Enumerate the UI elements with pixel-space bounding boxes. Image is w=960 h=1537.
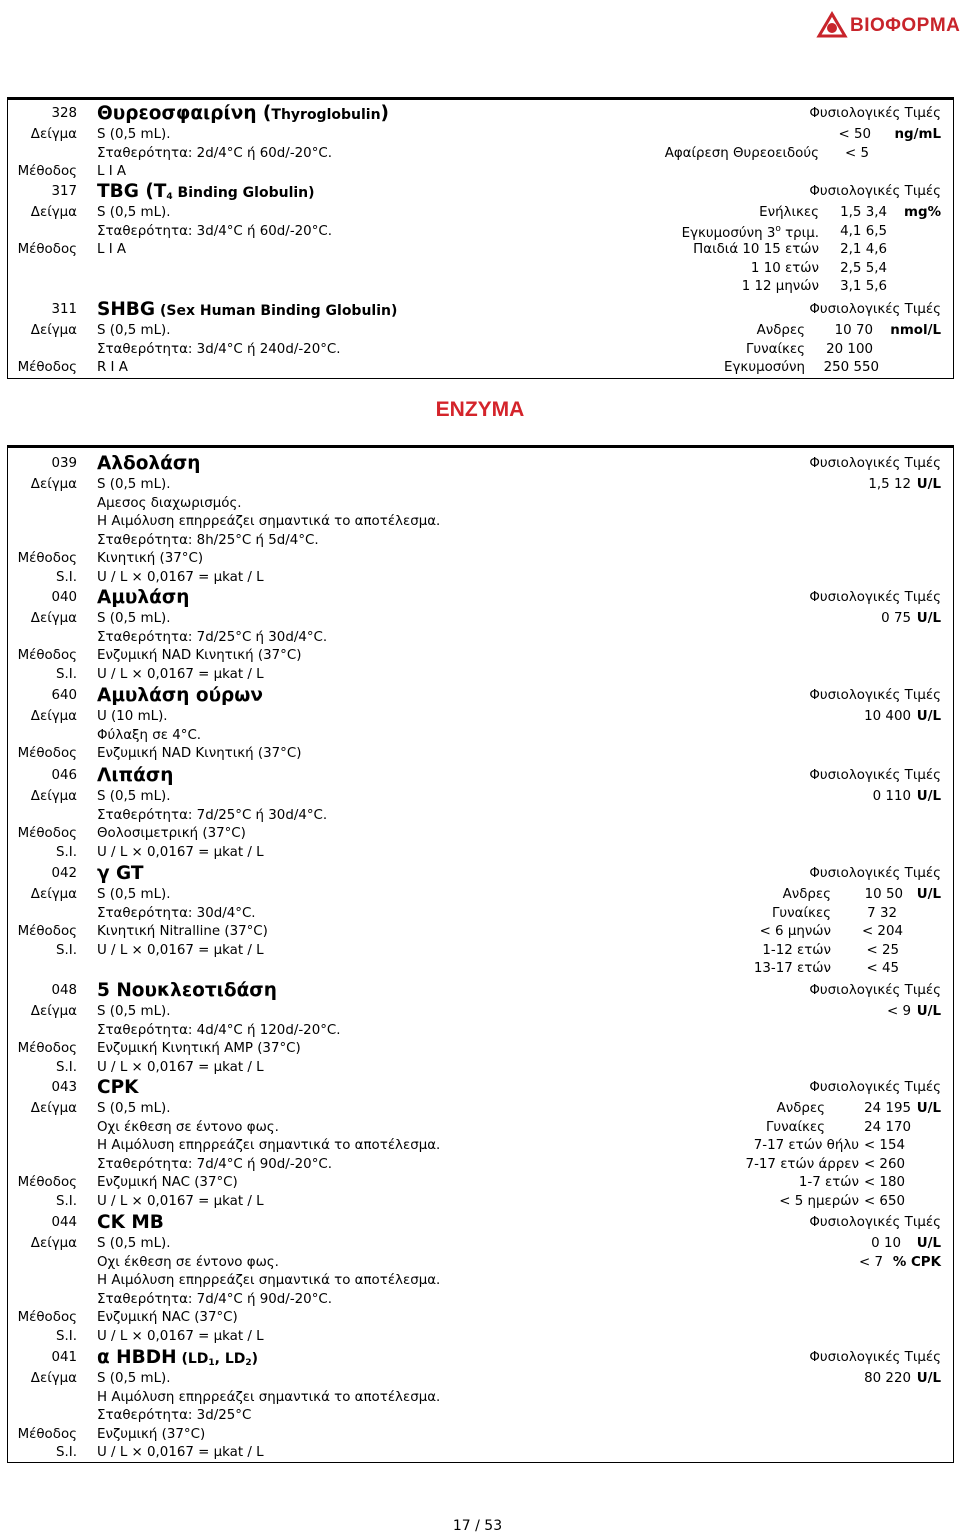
stability: Σταθερότητα: 2d/4°C ή 60d/-20°C. [97,145,332,161]
method-row [8,1175,953,1194]
note: Οχι έκθεση σε έντονο φως. [97,1254,279,1270]
ref-unit: U/L [916,1236,941,1251]
method-row [8,1427,953,1446]
ref-value: 24 195 [864,1101,911,1116]
sample-label: Δείγμα [30,1004,77,1019]
test-header-row [8,1212,953,1234]
test-code: 041 [51,1350,77,1365]
method-label: Μέθοδος [17,1426,77,1442]
stability: Σταθερότητα: 3d/4°C ή 60d/-20°C. [97,223,332,239]
test-header-row [8,765,953,787]
method-label: Μέθοδος [17,1041,77,1056]
ref-category: Γυναίκες [771,905,831,921]
si-value: U / L × 0,0167 = μkat / L [97,844,264,860]
physio-values-label: Φυσιολογικές Τιμές [809,302,941,317]
test-name: α HBDH ($LD_1$, $LD_2$) [97,1347,259,1368]
test-header-row [8,103,953,125]
si-value: U / L × 0,0167 = μkat / L [97,1059,264,1075]
stability-row [8,906,953,925]
page-number: 17 / 53 [452,1518,503,1534]
sample-value: S (0,5 mL). [97,127,171,142]
method-value: L I A [97,164,127,179]
sample-value: S (0,5 mL). [97,611,171,626]
ref-category: 13-17 ετών [753,961,831,976]
stability-row [8,630,953,649]
stability: Σταθερότητα: 7d/25°C ή 30d/4°C. [97,807,328,823]
sample-row [8,1101,953,1120]
ref-value: 0 75 [881,611,911,626]
company-logo [815,10,960,44]
ref-unit: U/L [916,1004,941,1019]
si-label: S.I. [56,1193,77,1209]
sample-value: S (0,5 mL). [97,887,171,902]
si-label: S.I. [56,942,77,958]
method-value: Ενζυμική NAC (37°C) [97,1175,238,1190]
method-value: Θολοσιμετρική (37°C) [97,826,246,841]
test-name: 5 Νουκλεοτιδάση [97,980,277,1001]
method-row [8,164,953,183]
test-code: 311 [51,302,77,317]
ref-category: 1-12 ετών [762,942,831,958]
note: Φύλαξη σε 4°C. [97,727,202,743]
test-header-row [8,1077,953,1099]
note: Η Αιμόλυση επηρρεάζει σημαντικά το αποτέλεσμα. [97,1273,441,1288]
method-row [8,648,953,667]
ref-category: Αφαίρεση Θυρεοειδούς [664,145,819,161]
test-header-row [8,863,953,885]
test-name: Θυρεοσφαιρίνη (Thyroglobulin) [97,103,390,124]
sample-label: Δείγμα [30,1101,77,1116]
ref-value: 3,1 5,6 [840,279,887,294]
si-label: S.I. [56,1059,77,1075]
si-row [8,1329,953,1348]
method-row [8,1041,953,1060]
si-value: U / L × 0,0167 = μkat / L [97,1328,264,1344]
sample-label: Δείγμα [30,127,77,142]
si-value: U / L × 0,0167 = μkat / L [97,569,264,585]
ref-value: 80 220 [864,1371,911,1386]
test-header-row [8,181,953,203]
ref-category: Ανδρες [782,887,831,902]
ref-unit: mg% [904,205,941,220]
method-label: Μέθοδος [17,1310,77,1325]
method-value: Κινητική (37°C) [97,551,204,566]
test-name: Αμυλάση [97,587,190,608]
si-value: U / L × 0,0167 = μkat / L [97,1193,264,1209]
test-code: 044 [51,1215,77,1230]
ref-category: 7-17 ετών άρρεν [745,1156,859,1172]
si-row [8,1060,953,1079]
stability: Σταθερότητα: 3d/25°C [97,1408,252,1423]
method-row [8,826,953,845]
method-value: Ενζυμική NAD Κινητική (37°C) [97,648,302,663]
test-header-row [8,587,953,609]
si-row [8,667,953,686]
stability-row [8,224,953,243]
sample-value: S (0,5 mL). [97,1371,171,1386]
method-label: Μέθοδος [17,746,77,761]
note-row [8,514,953,533]
ref-value: 1,5 12 [868,477,911,492]
sample-row [8,1004,953,1023]
stability: Σταθερότητα: 7d/4°C ή 90d/-20°C. [97,1156,332,1172]
ref-category: < 6 μηνών [759,924,831,939]
method-value: Κινητική Nitralline (37°C) [97,924,268,939]
method-label: Μέθοδος [17,242,77,257]
ref-value: < 154 [863,1138,905,1153]
ref-value: < 25 [866,942,899,958]
si-value: U / L × 0,0167 = μkat / L [97,666,264,682]
stability-row [8,533,953,552]
sample-label: Δείγμα [30,887,77,902]
si-label: S.I. [56,666,77,682]
method-value: R I A [97,360,128,375]
ref-value: < 260 [863,1156,905,1172]
ref-category: 7-17 ετών θήλυ [753,1138,859,1153]
stability-row [8,1023,953,1042]
test-name: Αμυλάση ούρων [97,685,263,706]
sample-label: Δείγμα [30,205,77,220]
test-name: Λιπάση [97,765,174,786]
test-name: γ GT [97,863,144,884]
physio-values-label: Φυσιολογικές Τιμές [809,456,941,471]
ref-value: 2,5 5,4 [840,260,887,276]
si-row [8,570,953,589]
ref-row [8,261,953,280]
method-label: Μέθοδος [17,1175,77,1190]
sample-value: S (0,5 mL). [97,1101,171,1116]
stability-row [8,808,953,827]
ref-unit: U/L [916,887,941,902]
stability-row [8,146,953,165]
ref-unit: ng/mL [894,127,941,142]
note-row [8,1255,953,1274]
note-row [8,1390,953,1409]
sample-label: Δείγμα [30,477,77,492]
stability-row [8,342,953,361]
physio-values-label: Φυσιολογικές Τιμές [809,1350,941,1365]
ref-value: < 650 [863,1193,905,1209]
stability: Σταθερότητα: 30d/4°C. [97,905,256,921]
method-row [8,746,953,765]
ref-value: 10 400 [864,709,911,724]
test-code: 317 [51,184,77,199]
note: Η Αιμόλυση επηρρεάζει σημαντικά το αποτέλεσμα. [97,1389,441,1405]
hormones-table [7,97,954,379]
test-code: 042 [51,866,77,881]
method-label: Μέθοδος [17,826,77,841]
ref-unit: U/L [916,789,941,804]
sample-value: S (0,5 mL). [97,205,171,220]
physio-values-label: Φυσιολογικές Τιμές [809,866,941,881]
ref-value: < 5 [845,145,869,161]
ref-value: 10 50 [864,887,903,902]
ref-value: 20 100 [826,341,873,357]
sample-row [8,789,953,808]
ref-value: 7 32 [867,905,897,921]
test-code: 039 [51,456,77,471]
sample-row [8,1236,953,1255]
ref-category: Εγκυμοσύνη [724,360,805,375]
si-row [8,943,953,962]
note: Η Αιμόλυση επηρρεάζει σημαντικά το αποτέλεσμα. [97,514,441,529]
method-row [8,551,953,570]
sample-value: S (0,5 mL). [97,323,171,338]
sample-value: S (0,5 mL). [97,1004,171,1019]
si-value: U / L × 0,0167 = μkat / L [97,1445,264,1460]
stability-row [8,1292,953,1311]
ref-unit: U/L [916,709,941,724]
method-label: Μέθοδος [17,648,77,663]
note-row [8,1138,953,1157]
ref-unit: U/L [916,1101,941,1116]
method-label: Μέθοδος [17,924,77,939]
si-label: S.I. [56,1328,77,1344]
test-code: 640 [51,688,77,703]
ref-category: Γυναίκες [765,1119,825,1135]
test-name: CK MB [97,1212,164,1233]
ref-value: < 50 [838,127,871,142]
note-row [8,728,953,747]
logo-text: ΒΙΟΦΟΡΜΑ [850,15,960,36]
si-label: S.I. [56,569,77,585]
sample-row [8,205,953,224]
ref-value: < 180 [863,1175,905,1190]
sample-label: Δείγμα [30,1236,77,1251]
ref-value: < 7 [859,1254,883,1270]
si-value: U / L × 0,0167 = μkat / L [97,942,264,958]
sample-row [8,127,953,146]
ref-category: Ανδρες [776,1101,825,1116]
ref-category: Γυναίκες [745,341,805,357]
note: Αμεσος διαχωρισμός. [97,495,242,511]
method-label: Μέθοδος [17,551,77,566]
test-code: 040 [51,590,77,605]
physio-values-label: Φυσιολογικές Τιμές [809,688,941,703]
sample-value: S (0,5 mL). [97,789,171,804]
method-row [8,242,953,261]
ref-value: 2,1 4,6 [840,242,887,257]
test-code: 043 [51,1080,77,1095]
ref-row [8,279,953,298]
ref-category: 1 12 μηνών [741,279,819,294]
ref-category: 1-7 ετών [798,1175,859,1190]
method-label: Μέθοδος [17,360,77,375]
si-row [8,1445,953,1464]
sample-row [8,477,953,496]
ref-value: 24 170 [864,1119,911,1135]
ref-category: Ενήλικες [759,205,819,220]
test-name: SHBG (Sex Human Binding Globulin) [97,299,398,320]
test-header-row [8,299,953,321]
physio-values-label: Φυσιολογικές Τιμές [809,1215,941,1230]
method-value: Ενζυμική NAC (37°C) [97,1310,238,1325]
sample-value: S (0,5 mL). [97,477,171,492]
sample-row [8,323,953,342]
note-row [8,496,953,515]
logo-mark-icon [815,10,849,44]
note: Η Αιμόλυση επηρρεάζει σημαντικά το αποτέλεσμα. [97,1138,441,1153]
test-name: Αλδολάση [97,453,201,474]
ref-unit: % CPK [892,1254,941,1270]
physio-values-label: Φυσιολογικές Τιμές [809,1080,941,1095]
ref-value: 10 70 [834,323,873,338]
physio-values-label: Φυσιολογικές Τιμές [809,106,941,121]
note: Οχι έκθεση σε έντονο φως. [97,1119,279,1135]
ref-value: 4,1 6,5 [840,223,887,239]
method-value: Ενζυμική Κινητική AMP (37°C) [97,1041,301,1056]
ref-category: 1 10 ετών [750,260,819,276]
stability: Σταθερότητα: 8h/25°C ή 5d/4°C. [97,532,319,548]
ref-value: 250 550 [823,360,879,375]
si-row [8,845,953,864]
sample-row [8,709,953,728]
sample-label: Δείγμα [30,323,77,338]
si-row [8,1194,953,1213]
ref-value: < 9 [887,1004,911,1019]
stability: Σταθερότητα: 7d/25°C ή 30d/4°C. [97,629,328,645]
test-header-row [8,453,953,475]
stability: Σταθερότητα: 3d/4°C ή 240d/-20°C. [97,341,341,357]
note-row [8,1273,953,1292]
physio-values-label: Φυσιολογικές Τιμές [809,983,941,998]
test-code: 048 [51,983,77,998]
test-code: 046 [51,768,77,783]
method-value: Ενζυμική NAD Κινητική (37°C) [97,746,302,761]
test-header-row [8,1347,953,1369]
sample-label: Δείγμα [30,709,77,724]
sample-row [8,887,953,906]
ref-unit: nmol/L [890,323,941,338]
ref-category: Παιδιά 10 15 ετών [693,242,819,257]
ref-category: < 5 ημερών [779,1193,859,1209]
si-label: S.I. [56,1445,77,1460]
section-title: ΕΝΖΥΜΑ [435,398,525,421]
method-value: Ενζυμική (37°C) [97,1426,206,1442]
ref-unit: U/L [916,1371,941,1386]
test-code: 328 [51,106,77,121]
stability-row [8,1157,953,1176]
method-label: Μέθοδος [17,164,77,179]
sample-value: S (0,5 mL). [97,1236,171,1251]
ref-unit: U/L [916,611,941,626]
si-label: S.I. [56,844,77,860]
sample-value: U (10 mL). [97,709,168,724]
ref-row [8,961,953,980]
sample-label: Δείγμα [30,611,77,626]
sample-row [8,611,953,630]
ref-unit: U/L [916,477,941,492]
ref-category: Ανδρες [756,323,805,338]
ref-value: 0 110 [872,789,911,804]
sample-label: Δείγμα [30,789,77,804]
physio-values-label: Φυσιολογικές Τιμές [809,184,941,199]
method-row [8,1310,953,1329]
method-row [8,360,953,379]
note-row [8,1120,953,1139]
stability: Σταθερότητα: 4d/4°C ή 120d/-20°C. [97,1022,341,1038]
method-row [8,924,953,943]
test-name: TBG ($T_4$ Binding Globulin) [97,181,315,202]
test-header-row [8,980,953,1002]
method-value: L I A [97,242,127,257]
physio-values-label: Φυσιολογικές Τιμές [809,590,941,605]
test-name: CPK [97,1077,139,1098]
ref-value: < 204 [861,924,903,939]
ref-category: Εγκυμοσύνη $3^o$ τριμ. [681,223,819,241]
test-header-row [8,685,953,707]
physio-values-label: Φυσιολογικές Τιμές [809,768,941,783]
sample-label: Δείγμα [30,1371,77,1386]
ref-value: < 45 [866,961,899,976]
enzymes-table [7,445,954,1463]
stability: Σταθερότητα: 7d/4°C ή 90d/-20°C. [97,1291,332,1307]
sample-row [8,1371,953,1390]
ref-value: 1,5 3,4 [840,205,887,220]
stability-row [8,1408,953,1427]
ref-value: 0 10 [871,1236,901,1251]
